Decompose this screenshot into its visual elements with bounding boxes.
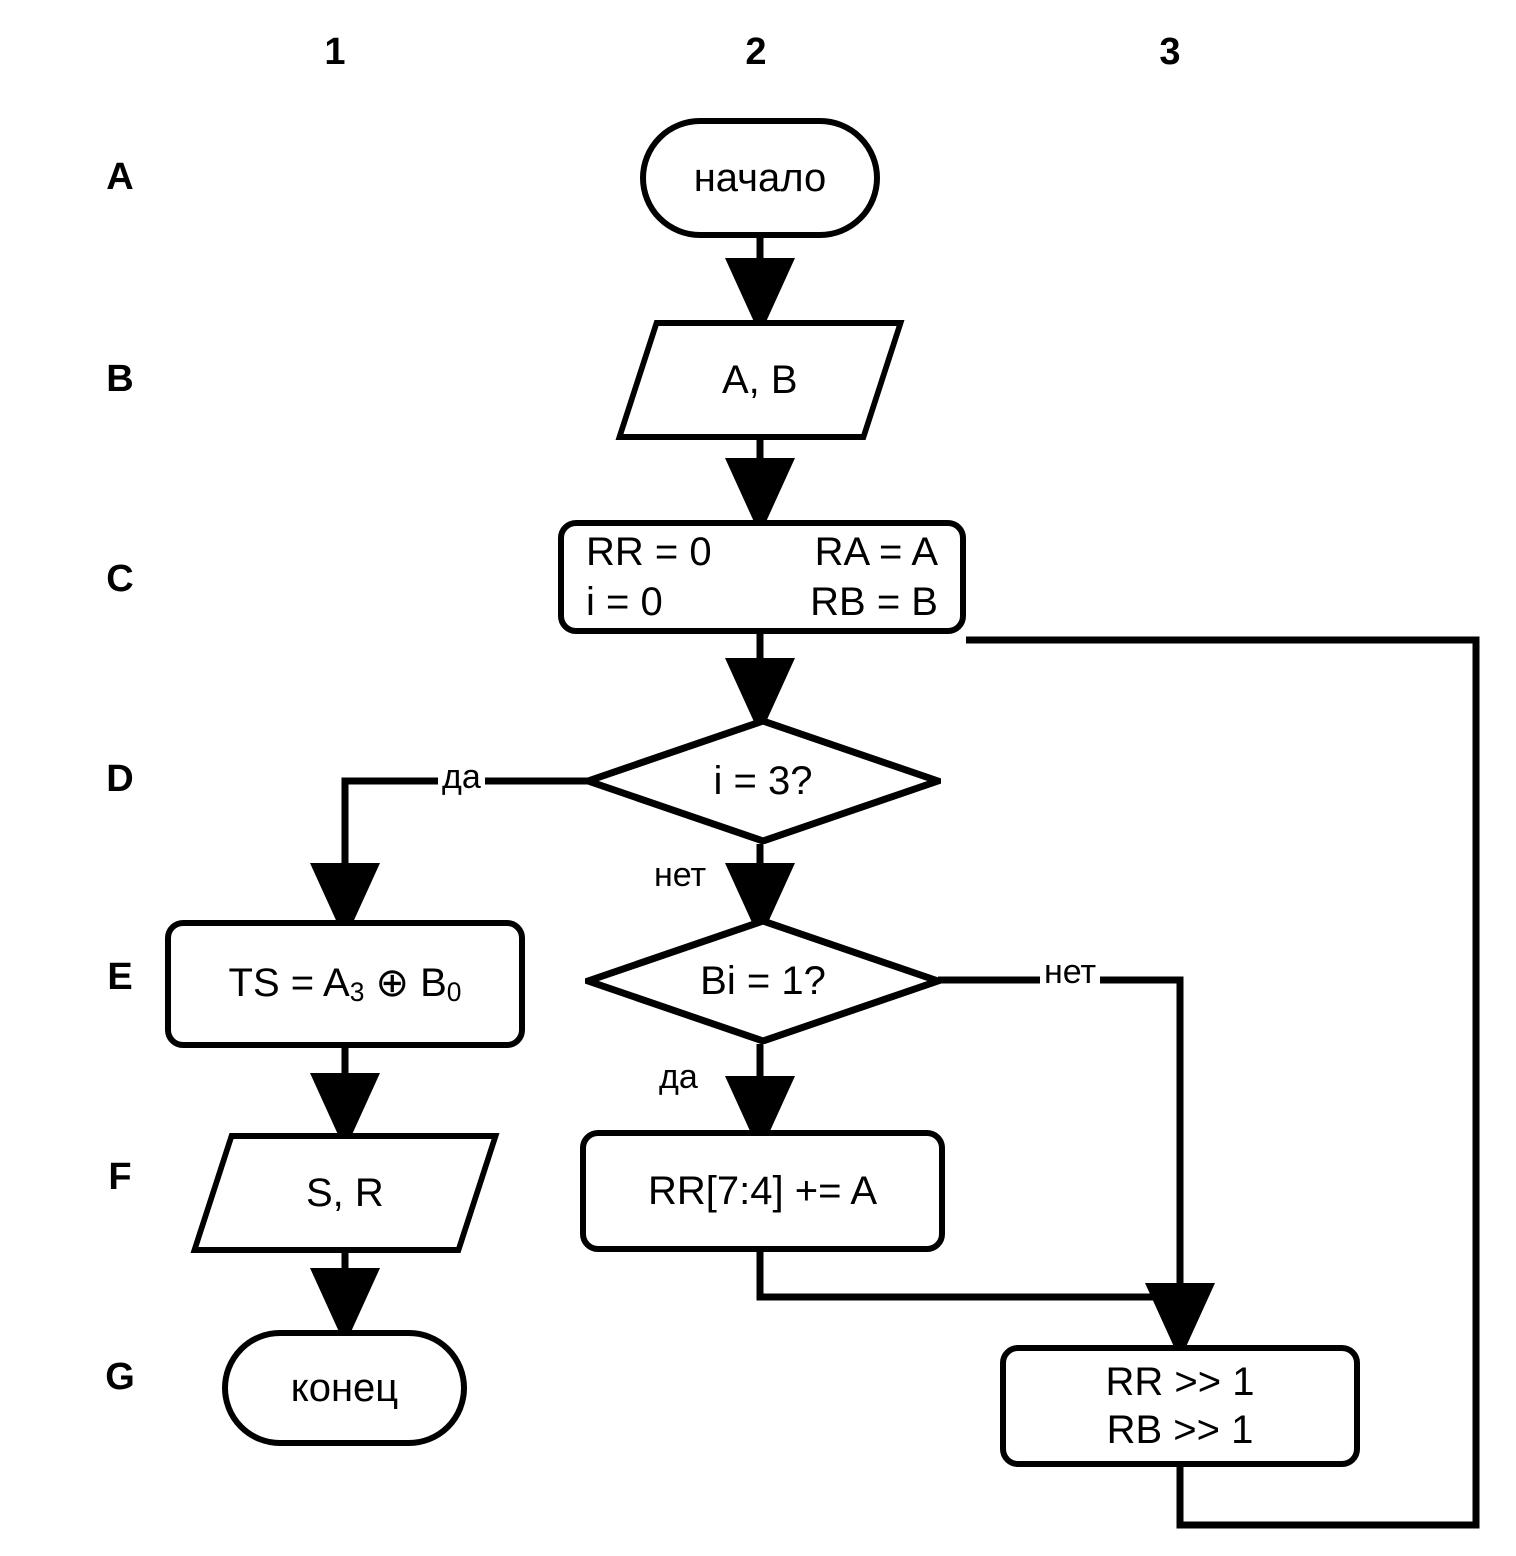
row-label-e: E	[107, 956, 133, 998]
node-check-i[interactable]	[585, 718, 941, 844]
column-label-2: 2	[745, 31, 767, 73]
node-init-line2a: i = 0	[586, 580, 663, 624]
node-input-label: A, B	[722, 358, 798, 402]
node-output-label: S, R	[306, 1171, 384, 1215]
edge-label-i-yes: да	[438, 760, 485, 794]
edge-label-b-no: нет	[1040, 955, 1100, 989]
node-check-b-label: Bi = 1?	[700, 958, 826, 1003]
node-end[interactable]	[222, 1330, 467, 1446]
node-ts-sub1: 3	[349, 977, 365, 1008]
node-check-b[interactable]	[585, 918, 941, 1044]
node-ts-label	[229, 960, 462, 1007]
node-add[interactable]	[580, 1130, 945, 1252]
row-label-a: A	[106, 156, 134, 198]
node-start-label: начало	[693, 156, 827, 200]
column-label-3: 3	[1159, 31, 1181, 73]
row-label-f: F	[108, 1156, 132, 1198]
edge-label-b-yes: да	[655, 1060, 702, 1094]
node-end-label: конец	[290, 1366, 399, 1410]
row-label-c: C	[106, 558, 134, 600]
node-shift-line1: RR >> 1	[1105, 1360, 1255, 1404]
column-label-1: 1	[324, 31, 346, 73]
node-shift[interactable]	[1000, 1345, 1360, 1467]
node-init-line2b: RB = B	[810, 580, 938, 624]
node-input[interactable]	[616, 320, 905, 440]
row-label-b: B	[106, 358, 134, 400]
row-label-d: D	[106, 758, 134, 800]
node-ts-text-mid: ⊕ B	[364, 961, 447, 1006]
row-label-g: G	[105, 1356, 135, 1398]
node-ts-text-pre: TS = A	[228, 961, 350, 1006]
node-init[interactable]	[558, 520, 966, 634]
node-init-line1b: RA = A	[814, 530, 938, 574]
node-output[interactable]	[191, 1133, 500, 1253]
node-start[interactable]	[640, 118, 880, 238]
node-add-label: RR[7:4] += A	[647, 1169, 878, 1213]
edge-label-i-no: нет	[650, 858, 710, 892]
node-init-line1a: RR = 0	[586, 530, 712, 574]
node-check-i-label: i = 3?	[713, 758, 813, 803]
node-ts-sub2: 0	[446, 977, 462, 1008]
node-ts[interactable]	[165, 920, 525, 1048]
node-shift-line2: RB >> 1	[1106, 1408, 1254, 1452]
